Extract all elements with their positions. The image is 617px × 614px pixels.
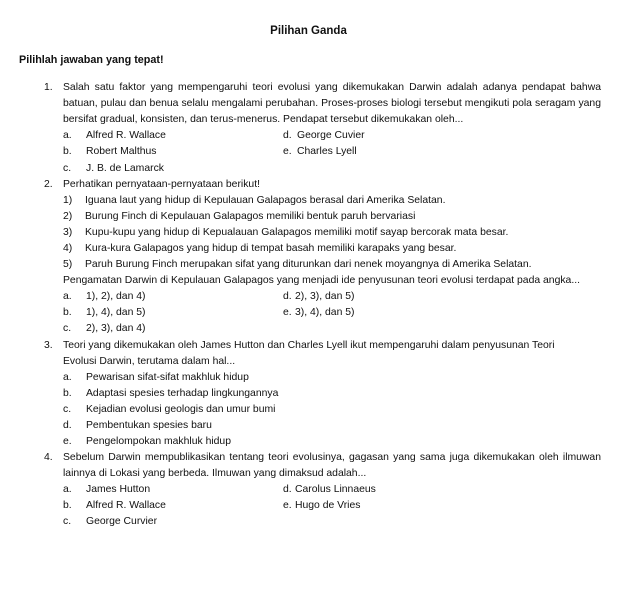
statement-number: 2) bbox=[63, 210, 73, 222]
option-letter: a. bbox=[63, 290, 72, 302]
question-2 bbox=[0, 177, 617, 338]
option-d[interactable] bbox=[283, 482, 376, 498]
statement-text: Iguana laut yang hidup di Kepulauan Galapagos berasal dari Amerika Selatan. bbox=[85, 194, 446, 206]
option-text: 2), 3), dan 5) bbox=[295, 290, 355, 302]
option-text: Pengelompokan makhluk hidup bbox=[86, 435, 231, 447]
option-c[interactable] bbox=[63, 402, 601, 418]
question-1 bbox=[0, 80, 617, 177]
option-d[interactable] bbox=[283, 128, 365, 144]
statement-text: Paruh Burung Finch merupakan sifat yang diturunkan dari nenek moyangnya di Amerika Selatan. bbox=[85, 258, 532, 270]
statement-list bbox=[63, 193, 601, 273]
question-text: Salah satu faktor yang mempengaruhi teori evolusi yang dikemukakan Darwin adalah adanya pendapat bahwa batuan, pulau dan benua selalu mengalami perubahan. Proses-proses biologi tersebut mengikuti pola seragam yang bersifat gradual, konsisten, dan terus-menerus. Pendapat tersebut dikemukakan oleh... bbox=[63, 82, 601, 125]
option-text: Charles Lyell bbox=[297, 146, 357, 158]
option-letter: b. bbox=[63, 146, 72, 158]
question-number: 4. bbox=[44, 451, 53, 463]
option-text: George Curvier bbox=[86, 516, 158, 528]
option-letter: d. bbox=[283, 130, 292, 141]
option-b[interactable] bbox=[63, 386, 601, 402]
option-text: James Hutton bbox=[86, 483, 151, 495]
option-letter: a. bbox=[63, 130, 72, 141]
option-d[interactable] bbox=[283, 289, 355, 305]
instruction-text: Pilihlah jawaban yang tepat! bbox=[19, 54, 164, 66]
option-a[interactable] bbox=[63, 370, 601, 386]
option-a[interactable] bbox=[63, 289, 146, 305]
statement-text: Kupu-kupu yang hidup di Kepualauan Galapagos memiliki motif sayap bercorak mata besar. bbox=[85, 226, 509, 238]
option-letter: e. bbox=[63, 435, 72, 447]
option-letter: c. bbox=[63, 162, 72, 174]
option-letter: b. bbox=[63, 500, 72, 512]
options bbox=[63, 370, 601, 450]
options bbox=[63, 289, 601, 338]
option-text: 1), 2), dan 4) bbox=[86, 290, 146, 302]
question-3 bbox=[0, 338, 617, 450]
statement-item bbox=[63, 257, 601, 273]
option-letter: c. bbox=[63, 403, 72, 415]
question-number: 1. bbox=[44, 82, 53, 93]
option-a[interactable] bbox=[63, 128, 166, 144]
option-text: 1), 4), dan 5) bbox=[86, 307, 146, 319]
question-followup: Pengamatan Darwin di Kepulauan Galapagos yang menjadi ide penyusunan teori evolusi terdapat pada angka... bbox=[63, 274, 581, 286]
statement-number: 1) bbox=[63, 194, 73, 206]
option-text: Alfred R. Wallace bbox=[86, 500, 166, 512]
option-letter: b. bbox=[63, 387, 72, 399]
option-text: Carolus Linnaeus bbox=[295, 483, 376, 495]
option-text: Kejadian evolusi geologis dan umur bumi bbox=[86, 403, 276, 415]
option-e[interactable] bbox=[283, 498, 360, 514]
options bbox=[63, 482, 601, 531]
question-number: 3. bbox=[44, 339, 53, 351]
statement-number: 3) bbox=[63, 226, 73, 238]
option-c[interactable] bbox=[63, 161, 164, 177]
option-letter: a. bbox=[63, 483, 72, 495]
page-title: Pilihan Ganda bbox=[270, 25, 347, 37]
statement-text: Burung Finch di Kepulauan Galapagos memiliki bentuk paruh bervariasi bbox=[85, 210, 416, 222]
option-b[interactable] bbox=[63, 498, 166, 514]
question-text: Perhatikan pernyataan-pernyataan berikut! bbox=[63, 178, 260, 190]
option-letter: e. bbox=[283, 146, 292, 158]
option-text: 2), 3), dan 4) bbox=[86, 323, 146, 335]
option-letter: d. bbox=[283, 483, 292, 495]
option-e[interactable] bbox=[283, 305, 355, 321]
option-d[interactable] bbox=[63, 418, 601, 434]
option-text: Robert Malthus bbox=[86, 146, 157, 158]
question-text: Teori yang dikemukakan oleh James Hutton dan Charles Lyell ikut mempengaruhi dalam penyusunan Teori Evolusi Darwin, terutama dalam hal... bbox=[63, 339, 555, 367]
option-b[interactable] bbox=[63, 305, 146, 321]
option-letter: c. bbox=[63, 516, 72, 528]
option-letter: d. bbox=[283, 290, 292, 302]
option-text: Adaptasi spesies terhadap lingkungannya bbox=[86, 387, 279, 399]
statement-item bbox=[63, 193, 601, 209]
option-letter: c. bbox=[63, 323, 72, 335]
option-c[interactable] bbox=[63, 321, 146, 337]
option-letter: e. bbox=[283, 500, 292, 512]
option-text: George Cuvier bbox=[297, 130, 365, 141]
question-number: 2. bbox=[44, 178, 53, 190]
option-text: Alfred R. Wallace bbox=[86, 130, 166, 141]
option-c[interactable] bbox=[63, 514, 157, 530]
option-a[interactable] bbox=[63, 482, 150, 498]
option-text: 3), 4), dan 5) bbox=[295, 307, 355, 319]
statement-item bbox=[63, 225, 601, 241]
statement-number: 5) bbox=[63, 258, 73, 270]
statement-item bbox=[63, 209, 601, 225]
question-list bbox=[0, 80, 617, 531]
option-text: Pembentukan spesies baru bbox=[86, 419, 212, 431]
option-e[interactable] bbox=[283, 144, 357, 160]
option-text: J. B. de Lamarck bbox=[86, 162, 164, 174]
statement-item bbox=[63, 241, 601, 257]
option-letter: b. bbox=[63, 307, 72, 319]
option-b[interactable] bbox=[63, 144, 156, 160]
option-e[interactable] bbox=[63, 434, 601, 450]
option-letter: e. bbox=[283, 307, 292, 319]
statement-number: 4) bbox=[63, 242, 73, 254]
statement-text: Kura-kura Galapagos yang hidup di tempat basah memiliki karapaks yang besar. bbox=[85, 242, 457, 254]
option-text: Pewarisan sifat-sifat makhluk hidup bbox=[86, 371, 249, 383]
question-4 bbox=[0, 450, 617, 531]
question-text: Sebelum Darwin mempublikasikan tentang teori evolusinya, gagasan yang sama juga dikemukakan oleh ilmuwan lainnya di Lokasi yang berbeda. Ilmuwan yang dimaksud adalah... bbox=[63, 451, 601, 479]
option-letter: a. bbox=[63, 371, 72, 383]
option-text: Hugo de Vries bbox=[295, 500, 361, 512]
option-letter: d. bbox=[63, 419, 72, 431]
options bbox=[63, 128, 601, 177]
